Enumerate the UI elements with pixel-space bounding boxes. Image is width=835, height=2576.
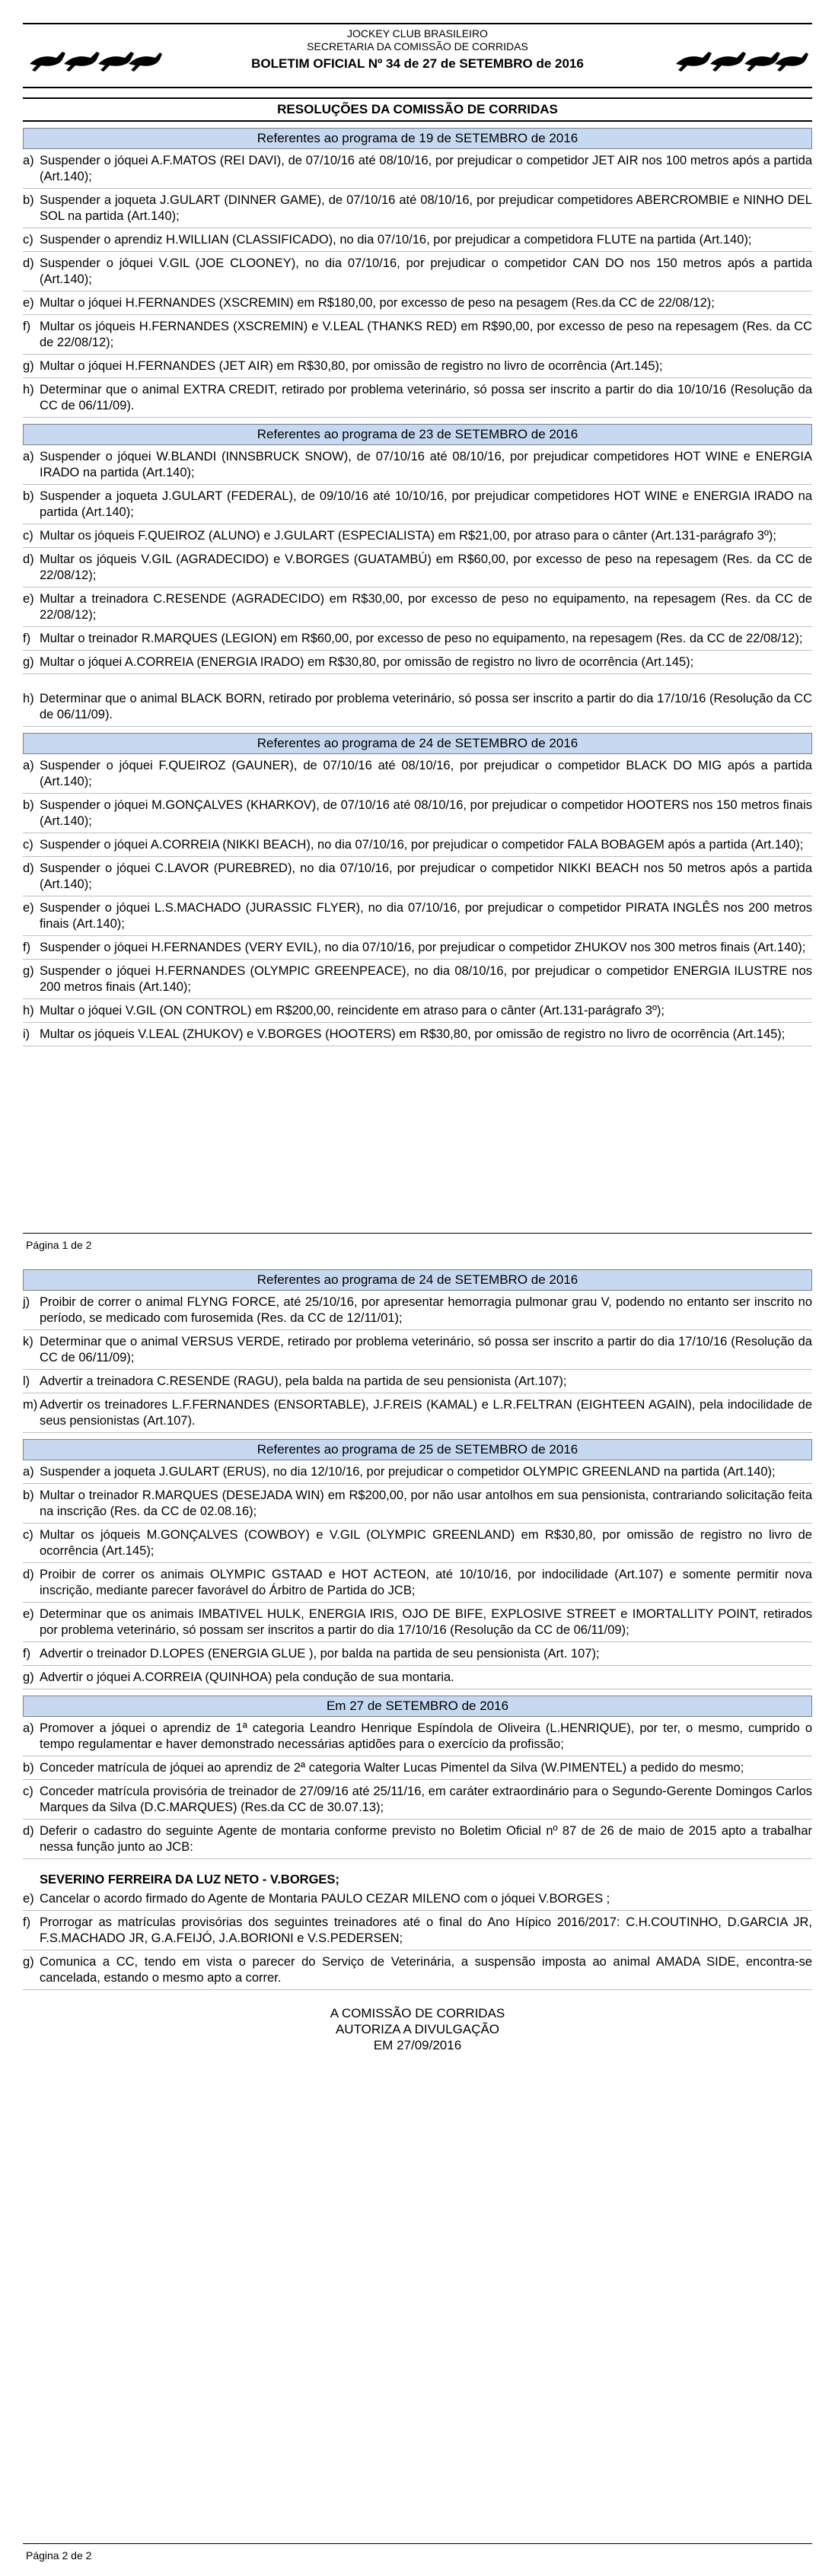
resolution-item	[23, 1294, 812, 1330]
racing-horses-icon	[672, 43, 809, 73]
item-text: Proibir de correr os animais OLYMPIC GSTAAD e HOT ACTEON, até 10/10/16, por indocilidade (Art.107) e somente permitir nova inscrição, mediante parecer favorável do Árbitro de Partida do JCB;	[40, 1568, 812, 1597]
item-letter: h)	[23, 1004, 34, 1017]
item-letter: g)	[23, 1955, 34, 1969]
item-letter: e)	[23, 592, 34, 606]
item-letter: a)	[23, 1465, 34, 1479]
resolution-item	[23, 963, 812, 999]
resolution-item	[23, 1954, 812, 1990]
resolution-item	[23, 940, 812, 960]
authorization-line-2: AUTORIZA A DIVULGAÇÃO	[335, 2022, 500, 2036]
resolution-item	[23, 900, 812, 936]
resolution-item	[23, 1760, 812, 1780]
resolution-item	[23, 1915, 812, 1950]
resolution-item	[23, 1464, 812, 1484]
item-letter: d)	[23, 1824, 34, 1838]
section-header: Referentes ao programa de 23 de SETEMBRO de 2016	[23, 424, 812, 445]
item-text: Multar os jóqueis M.GONÇALVES (COWBOY) e V.GIL (OLYMPIC GREENLAND) em R$30,80, por omissão de registro no livro de ocorrência (Art.145);	[40, 1528, 812, 1558]
item-text: Conceder matrícula de jóquei ao aprendiz de 2ª categoria Walter Lucas Pimentel da Silva (W.PIMENTEL) a pedido do mesmo;	[40, 1761, 744, 1775]
item-text: Determinar que o animal BLACK BORN, retirado por problema veterinário, só possa ser inscrito a partir do dia 17/10/16 (Resolução da CC de 06/11/09).	[40, 692, 812, 721]
authorization-line-3: EM 27/09/2016	[373, 2038, 462, 2052]
item-text: Determinar que os animais IMBATIVEL HULK, ENERGIA IRIS, OJO DE BIFE, EXPLOSIVE STREET e IMORTALLITY POINT, retirados por problema veterinário, só possam ser inscritos a partir do dia 17/10/16 (Resolução da CC de 06/11/09);	[40, 1607, 812, 1637]
item-text: Advertir o treinador D.LOPES (ENERGIA GLUE ), por balda na partida de seu pensionista (Art. 107);	[40, 1647, 600, 1661]
resolution-list	[23, 1464, 812, 1689]
item-letter: f)	[23, 941, 31, 954]
page-1	[23, 0, 812, 1263]
page-number: Página 2 de 2	[26, 2549, 92, 2562]
resolution-item	[23, 1784, 812, 1820]
item-text: Multar o jóquei A.CORREIA (ENERGIA IRADO) em R$30,80, por omissão de registro no livro de ocorrência (Art.145);	[40, 655, 694, 669]
authorization-line-1: A COMISSÃO DE CORRIDAS	[330, 2006, 505, 2020]
item-letter: h)	[23, 383, 34, 396]
section-header: Em 27 de SETEMBRO de 2016	[23, 1696, 812, 1717]
resolution-item	[23, 1606, 812, 1642]
resolution-item	[23, 758, 812, 794]
resolution-item	[23, 837, 812, 857]
item-letter: k)	[23, 1335, 33, 1348]
item-letter: g)	[23, 1670, 34, 1684]
item-text: Multar o jóquei H.FERNANDES (JET AIR) em R$30,80, por omissão de registro no livro de ocorrência (Art.145);	[40, 359, 663, 373]
item-letter: d)	[23, 552, 34, 566]
item-text: Suspender o jóquei H.FERNANDES (VERY EVIL), no dia 07/10/16, por prejudicar o competidor ZHUKOV nos 300 metros finais (Art.140);	[40, 941, 806, 954]
item-letter: b)	[23, 1489, 34, 1502]
page-2-sections	[23, 1269, 812, 1990]
department-name: SECRETARIA DA COMISSÃO DE CORRIDAS	[307, 40, 528, 53]
organization-name: JOCKEY CLUB BRASILEIRO	[347, 27, 488, 40]
item-text: Conceder matrícula provisória de treinador de 27/09/16 até 25/11/16, em caráter extraordinário para o Segundo-Gerente Domingos Carlos Marques da Silva (D.C.MARQUES) (Res.da CC de 30.07.13);	[40, 1785, 812, 1814]
resolution-item	[23, 153, 812, 189]
resolution-list	[23, 758, 812, 1046]
item-text: Suspender o jóquei A.CORREIA (NIKKI BEACH), no dia 07/10/16, por prejudicar o competidor FALA BOBAGEM após a partida (Art.140);	[40, 838, 804, 852]
resolution-item	[23, 1721, 812, 1756]
item-text: Multar o jóquei H.FERNANDES (XSCREMIN) em R$180,00, por excesso de peso na pesagem (Res.da CC de 22/08/12);	[40, 296, 715, 310]
item-letter: c)	[23, 838, 33, 852]
resolution-item	[23, 691, 812, 727]
item-text: Suspender o jóquei V.GIL (JOE CLOONEY), no dia 07/10/16, por prejudicar o competidor CAN DO nos 150 metros após a partida (Art.140);	[40, 256, 812, 286]
item-text: Multar os jóqueis V.LEAL (ZHUKOV) e V.BORGES (HOOTERS) em R$30,80, por omissão de registro no livro de ocorrência (Art.145);	[40, 1027, 786, 1041]
item-letter: b)	[23, 1761, 34, 1775]
item-letter: c)	[23, 1785, 33, 1798]
item-text: Determinar que o animal EXTRA CREDIT, retirado por problema veterinário, só possa ser inscrito a partir do dia 10/10/16 (Resolução da CC de 06/11/09).	[40, 383, 812, 412]
item-text: Suspender a joqueta J.GULART (ERUS), no dia 12/10/16, por prejudicar o competidor OLYMPIC GREENLAND na partida (Art.140);	[40, 1465, 776, 1479]
item-text: Suspender a joqueta J.GULART (FEDERAL), de 09/10/16 até 10/10/16, por prejudicar competidores HOT WINE e ENERGIA IRADO na partida (Art.140);	[40, 489, 812, 519]
item-text: Suspender o jóquei C.LAVOR (PUREBRED), no dia 07/10/16, por prejudicar o competidor NIKKI BEACH nos 50 metros após a partida (Art.140);	[40, 861, 812, 891]
resolution-item	[23, 1003, 812, 1023]
item-text: Multar os jóqueis F.QUEIROZ (ALUNO) e J.GULART (ESPECIALISTA) em R$21,00, por atraso para o cânter (Art.131-parágrafo 3º);	[40, 529, 776, 543]
resolution-list	[23, 1721, 812, 1990]
resolution-item	[23, 232, 812, 252]
resolution-item	[23, 1334, 812, 1370]
resolution-item	[23, 1567, 812, 1603]
resolution-item	[23, 489, 812, 524]
item-letter: h)	[23, 692, 34, 705]
resolution-item	[23, 1488, 812, 1524]
page-number: Página 1 de 2	[26, 1239, 92, 1251]
resolution-item	[23, 319, 812, 355]
item-text: Advertir o jóquei A.CORREIA (QUINHOA) pela condução de sua montaria.	[40, 1670, 454, 1684]
item-letter: f)	[23, 1915, 31, 1929]
resolution-item	[23, 1397, 812, 1433]
item-letter: d)	[23, 1568, 34, 1581]
item-letter: f)	[23, 320, 31, 333]
item-letter: c)	[23, 233, 33, 247]
item-text: Multar os jóqueis V.GIL (AGRADECIDO) e V.BORGES (GUATAMBÚ) em R$60,00, por excesso de peso na repesagem (Res. da CC de 22/08/12);	[40, 552, 812, 582]
item-text: Suspender o aprendiz H.WILLIAN (CLASSIFICADO), no dia 07/10/16, por prejudicar a competidora FLUTE na partida (Art.140);	[40, 233, 752, 247]
agent-name: SEVERINO FERREIRA DA LUZ NETO - V.BORGES;	[40, 1873, 339, 1887]
item-text: Suspender o jóquei H.FERNANDES (OLYMPIC GREENPEACE), no dia 08/10/16, por prejudicar o competidor ENERGIA ILUSTRE nos 200 metros finais (Art.140);	[40, 964, 812, 994]
item-text: Suspender o jóquei F.QUEIROZ (GAUNER), de 07/10/16 até 08/10/16, por prejudicar o competidor BLACK DO MIG após a partida (Art.140);	[40, 759, 812, 788]
item-letter: d)	[23, 256, 34, 270]
resolution-item	[23, 861, 812, 896]
item-letter: f)	[23, 1647, 31, 1661]
resolution-item	[23, 295, 812, 315]
resolution-item	[23, 1374, 812, 1393]
item-text: Multar o jóquei V.GIL (ON CONTROL) em R$200,00, reincidente em atraso para o cânter (Art.131-parágrafo 3º);	[40, 1004, 665, 1017]
item-letter: g)	[23, 359, 34, 373]
item-letter: c)	[23, 1528, 33, 1542]
page-1-sections	[23, 128, 812, 1046]
item-text: Suspender a joqueta J.GULART (DINNER GAME), de 07/10/16 até 08/10/16, por prejudicar competidores ABERCROMBIE e NINHO DEL SOL na partida (Art.140);	[40, 193, 812, 223]
item-letter: b)	[23, 798, 34, 812]
item-letter: e)	[23, 296, 34, 310]
section-header: Referentes ao programa de 24 de SETEMBRO de 2016	[23, 733, 812, 754]
resolution-item	[23, 382, 812, 418]
item-letter: e)	[23, 901, 34, 915]
item-text: Multar o treinador R.MARQUES (LEGION) em R$60,00, por excesso de peso no equipamento, na repesagem (Res. da CC de 22/08/12);	[40, 632, 803, 645]
resolution-item	[23, 591, 812, 627]
resolution-item	[23, 1823, 812, 1859]
item-letter: f)	[23, 632, 31, 645]
racing-horses-icon	[26, 43, 163, 73]
resolution-item	[23, 1027, 812, 1046]
item-letter: l)	[23, 1374, 30, 1388]
item-letter: a)	[23, 154, 34, 167]
item-text: Cancelar o acordo firmado do Agente de Montaria PAULO CEZAR MILENO com o jóquei V.BORGES ;	[40, 1892, 610, 1906]
item-letter: b)	[23, 193, 34, 207]
resolution-item	[23, 1646, 812, 1666]
resolution-item	[23, 798, 812, 833]
item-text: Determinar que o animal VERSUS VERDE, retirado por problema veterinário, só possa ser inscrito a partir do dia 17/10/16 (Resolução da CC de 06/11/09);	[40, 1335, 812, 1364]
item-letter: m)	[23, 1398, 38, 1412]
item-letter: e)	[23, 1892, 34, 1906]
item-text: Suspender o jóquei L.S.MACHADO (JURASSIC FLYER), no dia 07/10/16, por prejudicar o competidor PIRATA INGLÊS nos 200 metros finais (Art.140);	[40, 901, 812, 931]
item-text: Suspender o jóquei M.GONÇALVES (KHARKOV), de 07/10/16 até 08/10/16, por prejudicar o competidor HOOTERS nos 150 metros finais (Art.140);	[40, 798, 812, 828]
item-text: Deferir o cadastro do seguinte Agente de montaria conforme previsto no Boletim Oficial nº 87 de 26 de maio de 2015 apto a trabalhar nessa função junto ao JCB:	[40, 1824, 812, 1854]
item-letter: e)	[23, 1607, 34, 1621]
authorization-block	[23, 2005, 812, 2053]
item-letter: a)	[23, 759, 34, 772]
page-2	[23, 1263, 812, 2576]
bulletin-title: BOLETIM OFICIAL Nº 34 de 27 de SETEMBRO de 2016	[251, 56, 584, 71]
resolution-item	[23, 1891, 812, 1911]
item-text: Suspender o jóquei W.BLANDI (INNSBRUCK SNOW), de 07/10/16 até 08/10/16, por prejudicar competidores HOT WINE e ENERGIA IRADO na partida (Art.140);	[40, 450, 812, 479]
item-text: Proibir de correr o animal FLYNG FORCE, até 25/10/16, por apresentar hemorragia pulmonar grau V, podendo no entanto ser inscrito no período, se medicado com furosemida (Res. da CC de 12/11/01);	[40, 1295, 812, 1325]
resolution-item	[23, 528, 812, 548]
item-letter: i)	[23, 1027, 30, 1041]
item-letter: c)	[23, 529, 33, 543]
item-letter: d)	[23, 861, 34, 875]
resolution-list	[23, 449, 812, 727]
resolution-item	[23, 1527, 812, 1563]
item-letter: g)	[23, 655, 34, 669]
item-text: Suspender o jóquei A.F.MATOS (REI DAVI), de 07/10/16 até 08/10/16, por prejudicar o competidor JET AIR nos 100 metros após a partida (Art.140);	[40, 154, 812, 183]
resolution-item	[23, 552, 812, 587]
resolution-item	[23, 654, 812, 674]
resolution-item	[23, 449, 812, 485]
item-text: Multar o treinador R.MARQUES (DESEJADA WIN) em R$200,00, por não usar antolhos em sua pensionista, contrariando solicitação feita na inscrição (Res. da CC de 02.08.16);	[40, 1489, 812, 1518]
item-text: Multar os jóqueis H.FERNANDES (XSCREMIN) e V.LEAL (THANKS RED) em R$90,00, por excesso de peso na repesagem (Res. da CC de 22/08/12);	[40, 320, 812, 349]
bulletin-header	[23, 24, 812, 88]
item-letter: a)	[23, 1721, 34, 1735]
item-text: Advertir a treinadora C.RESENDE (RAGU), pela balda na partida de seu pensionista (Art.107);	[40, 1374, 567, 1388]
item-letter: j)	[23, 1295, 30, 1309]
resolution-list	[23, 153, 812, 418]
item-text: Prorrogar as matrículas provisórias dos seguintes treinadores até o final do Ano Hípico 2016/2017: C.H.COUTINHO, D.GARCIA JR, F.S.MACHADO JR, G.A.FEIJÓ, J.A.BORIONI e V.S.PEDERSEN;	[40, 1915, 812, 1945]
item-letter: g)	[23, 964, 34, 978]
resolutions-title: RESOLUÇÕES DA COMISSÃO DE CORRIDAS	[23, 97, 812, 122]
item-text: Promover a jóquei o aprendiz de 1ª categoria Leandro Henrique Espíndola de Oliveira (L.HENRIQUE), por ter, o mesmo, cumprido o tempo regulamentar e haver demonstrado necessárias aptidões para o exercício da profissão;	[40, 1721, 812, 1751]
item-text: Comunica a CC, tendo em vista o parecer do Serviço de Veterinária, a suspensão imposta ao animal AMADA SIDE, encontra-se cancelada, estando o mesmo apto a correr.	[40, 1955, 812, 1985]
item-text: Advertir os treinadores L.F.FERNANDES (ENSORTABLE), J.F.REIS (KAMAL) e L.R.FELTRAN (EIGHTEEN AGAIN), pela indocilidade de seus pensionistas (Art.107).	[40, 1398, 812, 1428]
item-letter: a)	[23, 450, 34, 463]
resolution-item	[23, 631, 812, 651]
section-header: Referentes ao programa de 19 de SETEMBRO de 2016	[23, 128, 812, 149]
resolution-item	[23, 193, 812, 228]
resolution-item	[23, 1670, 812, 1689]
section-header: Referentes ao programa de 24 de SETEMBRO de 2016	[23, 1269, 812, 1291]
resolution-item	[23, 358, 812, 378]
item-letter: b)	[23, 489, 34, 503]
resolution-list	[23, 1294, 812, 1433]
section-header: Referentes ao programa de 25 de SETEMBRO de 2016	[23, 1439, 812, 1460]
resolution-item	[23, 256, 812, 291]
item-text: Multar a treinadora C.RESENDE (AGRADECIDO) em R$30,00, por excesso de peso no equipamento, na repesagem (Res. da CC de 22/08/12);	[40, 592, 812, 622]
